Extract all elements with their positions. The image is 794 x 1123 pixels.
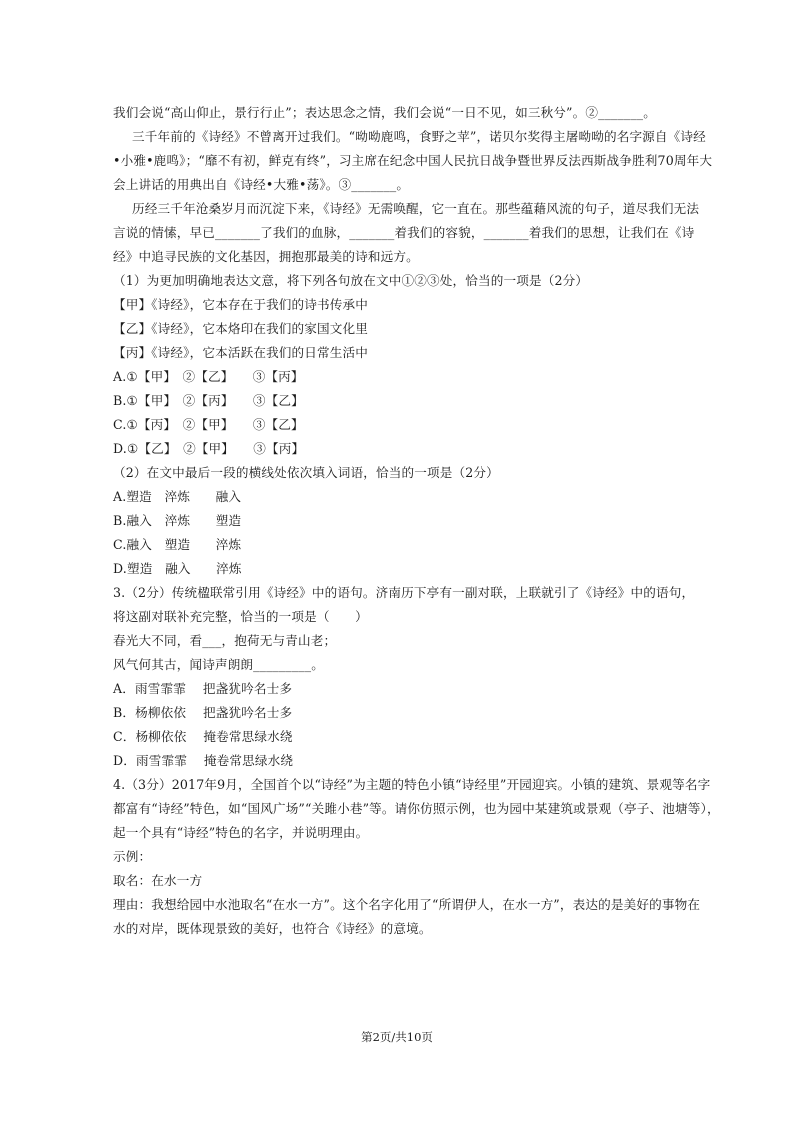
sentence-option-yi: 【乙】《诗经》，它本烙印在我们的家国文化里 [113, 321, 369, 336]
question-4-stem: 都富有“诗经”特色，如“国风广场”“关雎小巷”等。请你仿照示例，也为园中某建筑或景观（亭子、池塘等）， [113, 801, 720, 816]
choice-d: D．雨雪霏霏 掩卷常思绿水绕 [113, 753, 294, 768]
example-reason: 水的对岸，既体现景致的美好，也符合《诗经》的意境。 [113, 921, 432, 936]
couplet-line: 春光大不同，看___，抱荷无与青山老； [113, 633, 337, 648]
choice-d: D.塑造 融入 淬炼 [113, 561, 242, 576]
choice-b: B.①【甲】 ②【丙】 ③【乙】 [113, 393, 304, 408]
choice-d: D.①【乙】 ②【甲】 ③【丙】 [113, 441, 305, 456]
choice-b: B．杨柳依依 把盏犹吟名士多 [113, 705, 293, 720]
choice-a: A．雨雪霏霏 把盏犹吟名士多 [113, 681, 293, 696]
question-4-stem: 起一个具有“诗经”特色的名字，并说明理由。 [113, 825, 369, 840]
choice-c: C.①【丙】 ②【甲】 ③【乙】 [113, 417, 304, 432]
example-label: 示例： [113, 849, 152, 864]
paragraph-line: 历经三千年沧桑岁月而沉淀下来，《诗经》无需唤醒，它一直在。那些蕴藉风流的句子，道尽我们无法 [132, 201, 700, 216]
paragraph-line: 我们会说“高山仰止，景行行止”；表达思念之情，我们会说“一日不见，如三秋兮”。②_______。 [113, 105, 656, 120]
paragraph-line: 三千年前的《诗经》不曾离开过我们。“呦呦鹿鸣，食野之苹”，诺贝尔奖得主屠呦呦的名字源自《诗经 [132, 129, 706, 144]
question-4-stem: 4.（3分）2017年9月，全国首个以“诗经”为主题的特色小镇“诗经里”开园迎宾。小镇的建筑、景观等名字 [113, 777, 711, 792]
question-prompt: （1）为更加明确地表达文意，将下列各句放在文中①②③处，恰当的一项是（2分） [113, 273, 589, 288]
question-3-stem: 将这副对联补充完整，恰当的一项是（ ） [113, 609, 368, 624]
sentence-option-bing: 【丙】《诗经》，它本活跃在我们的日常生活中 [113, 345, 369, 360]
paragraph-line: 言说的情愫，早已_______了我们的血脉，_______着我们的容貌，_______着我们的思想，让我们在《诗 [113, 225, 695, 240]
example-name: 取名：在水一方 [113, 873, 203, 888]
example-reason: 理由：我想给园中水池取名“在水一方”。这个名字化用了“所谓伊人，在水一方”，表达的是美好的事物在 [113, 897, 701, 912]
paragraph-line: •小雅•鹿鸣》；“靡不有初，鲜克有终”，习主席在纪念中国人民抗日战争暨世界反法西斯战争胜利70周年大 [113, 153, 713, 168]
couplet-line: 风气何其古，闻诗声朗朗_________。 [113, 657, 324, 672]
paragraph-line: 会上讲话的用典出自《诗经•大雅•荡》。③_______。 [113, 177, 410, 192]
choice-c: C.融入 塑造 淬炼 [113, 537, 242, 552]
paragraph-line: 经》中追寻民族的文化基因，拥抱那最美的诗和远方。 [113, 249, 419, 264]
question-prompt: （2）在文中最后一段的横线处依次填入词语，恰当的一项是（2分） [113, 465, 499, 480]
choice-b: B.融入 淬炼 塑造 [113, 513, 242, 528]
sentence-option-jia: 【甲】《诗经》，它本存在于我们的诗书传承中 [113, 297, 369, 312]
choice-a: A.塑造 淬炼 融入 [113, 489, 242, 504]
choice-c: C．杨柳依依 掩卷常思绿水绕 [113, 729, 293, 744]
question-3-stem: 3.（2分）传统楹联常引用《诗经》中的语句。济南历下亭有一副对联，上联就引了《诗经》中的语句， [113, 585, 695, 600]
page-number: 第2页/共10页 [361, 1030, 433, 1044]
choice-a: A.①【甲】 ②【乙】 ③【丙】 [113, 369, 304, 384]
